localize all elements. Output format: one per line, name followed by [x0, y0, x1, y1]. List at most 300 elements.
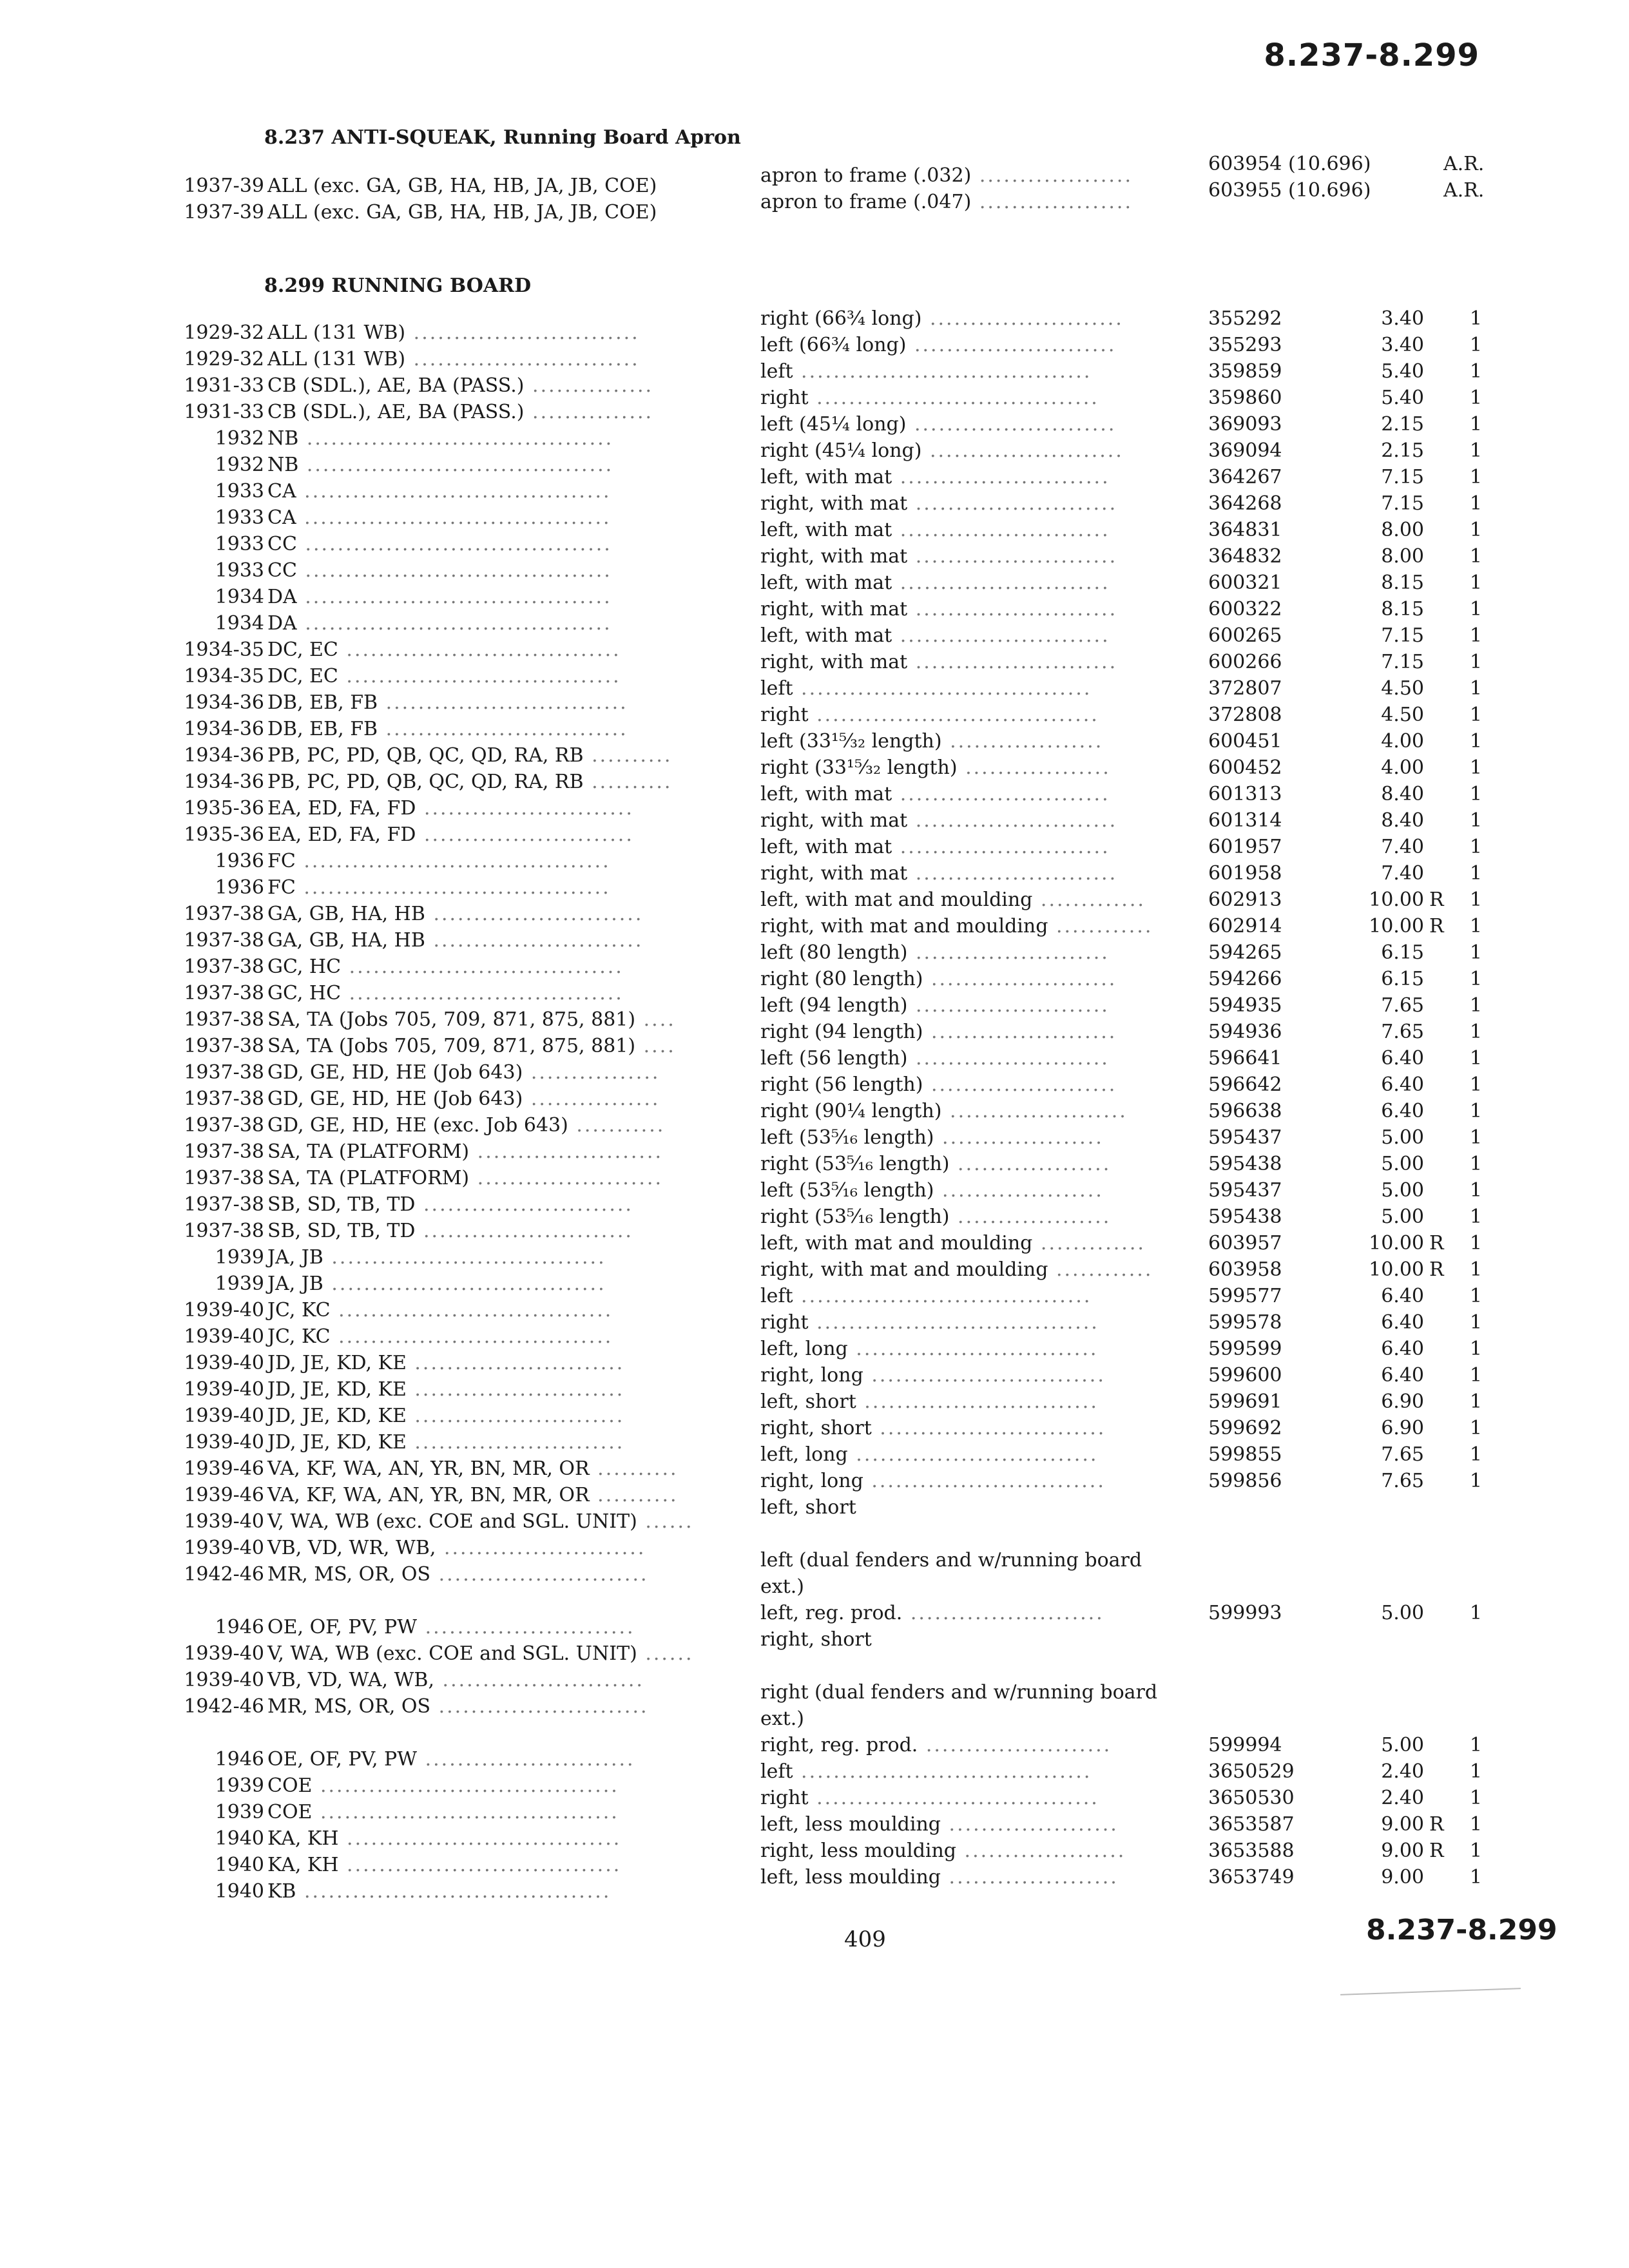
row-qty: 1: [1469, 756, 1482, 779]
row-price: 8.40: [1381, 809, 1424, 832]
row-model: KB ......................................: [267, 1880, 612, 1903]
row-qty: 1: [1469, 492, 1482, 515]
row-desc: right (45¼ long) ........................: [760, 439, 1124, 462]
anti-squeak-year-column: [148, 173, 264, 226]
leader-dots: ......................................: [295, 850, 611, 872]
leader-dots: ..................................: [323, 1246, 606, 1269]
row-price: 4.00: [1381, 730, 1424, 753]
row-year: 1946: [215, 1748, 264, 1771]
leader-dots: ....................................: [793, 1760, 1092, 1783]
leader-dots: .........................: [434, 1669, 644, 1691]
row-desc: right, long .............................: [760, 1364, 1106, 1387]
leader-dots: ..........................: [430, 1695, 649, 1718]
row-desc: right (53⁵⁄₁₆ length) ...................: [760, 1153, 1112, 1175]
row-price: 4.50: [1381, 677, 1424, 700]
row-model: DB, EB, FB ..............................: [267, 718, 628, 740]
row-price: 5.00: [1381, 1602, 1424, 1624]
row-model: SA, TA (Jobs 705, 709, 871, 875, 881) ....: [267, 1035, 676, 1057]
row-part: 369093: [1208, 413, 1282, 436]
anti-squeak-qty: A.R.: [1443, 179, 1485, 202]
leader-dots: ......................................: [298, 427, 614, 450]
anti-squeak-part: 603954 (10.696): [1208, 153, 1371, 175]
leader-dots: ................: [523, 1061, 660, 1084]
row-price: 6.90: [1381, 1417, 1424, 1439]
description-column: [760, 305, 1199, 1890]
row-price: 4.00: [1381, 756, 1424, 779]
row-desc: right, with mat .........................: [760, 651, 1118, 673]
row-desc: right, short ............................: [760, 1417, 1106, 1439]
row-part: 596638: [1208, 1100, 1282, 1122]
row-part: 3650530: [1208, 1787, 1295, 1809]
row-qty: 1: [1469, 1390, 1482, 1413]
leader-dots: ...................: [949, 1206, 1112, 1228]
row-part: 599993: [1208, 1602, 1282, 1624]
row-year: 1935-36: [184, 823, 264, 846]
row-part: 359859: [1208, 360, 1282, 383]
row-price: 7.15: [1381, 466, 1424, 488]
row-model: DC, EC ..................................: [267, 639, 621, 661]
row-qty: 1: [1469, 572, 1482, 594]
row-price: 6.40: [1381, 1100, 1424, 1122]
row-qty: [1443, 1547, 1482, 1573]
row-price: 6.40: [1381, 1047, 1424, 1070]
row-qty: 1: [1469, 1285, 1482, 1307]
row-part: 599577: [1208, 1285, 1282, 1307]
row-price: 6.40: [1381, 1311, 1424, 1334]
row-price: 2.15: [1381, 439, 1424, 462]
row-year: 1933: [215, 480, 264, 503]
row-year: 1931-33: [184, 401, 264, 423]
row-model: JA, JB ..................................: [267, 1273, 606, 1295]
page-number: 409: [844, 1927, 886, 1952]
leader-dots: ...................: [971, 191, 1133, 213]
row-year: 1936: [215, 850, 264, 872]
leader-dots: .........................: [436, 1537, 646, 1559]
row-part: 372808: [1208, 704, 1282, 726]
row-price: 5.00: [1381, 1179, 1424, 1202]
row-year: 1937-38: [184, 956, 264, 978]
row-desc: left, with mat ..........................: [760, 783, 1110, 805]
row-model: GD, GE, HD, HE (exc. Job 643) ...........: [267, 1114, 666, 1137]
quantity-column: [1443, 305, 1482, 1890]
row-desc: right, with mat .........................: [760, 492, 1118, 515]
row-qty: 1: [1469, 1734, 1482, 1756]
row-model: SA, TA (Jobs 705, 709, 871, 875, 881) ....: [267, 1008, 676, 1031]
row-price: 3.40: [1381, 334, 1424, 356]
row-price: 10.00: [1369, 1232, 1424, 1254]
leader-dots: ....................................: [793, 677, 1092, 700]
row-year: 1937-38: [184, 1193, 264, 1216]
row-qty: 1: [1469, 360, 1482, 383]
row-model: JD, JE, KD, KE ..........................: [267, 1352, 625, 1374]
row-qty: [1443, 1626, 1482, 1653]
row-model: GC, HC ..................................: [267, 956, 624, 978]
row-qty: 1: [1469, 1338, 1482, 1360]
anti-squeak-model: ALL (exc. GA, GB, HA, HB, JA, JB, COE): [267, 175, 657, 197]
row-desc: left ....................................: [760, 1760, 1092, 1783]
row-desc: left, with mat and moulding .............: [760, 889, 1146, 911]
row-desc: left, long ..............................: [760, 1338, 1099, 1360]
leader-dots: ........................: [907, 994, 1110, 1017]
row-year: 1933: [215, 559, 264, 582]
row-year: 1937-38: [184, 1140, 264, 1163]
row-model: CB (SDL.), AE, BA (PASS.) ...............: [267, 374, 654, 397]
row-desc: left (53⁵⁄₁₆ length) ....................: [760, 1179, 1104, 1202]
leader-dots: .............................: [863, 1364, 1106, 1387]
row-price: 8.15: [1381, 598, 1424, 620]
row-qty: 1: [1469, 545, 1482, 568]
row-year: 1934-36: [184, 771, 264, 793]
row-qty: 1: [1469, 1021, 1482, 1043]
row-desc: [760, 1653, 1199, 1679]
row-qty: 1: [1469, 1866, 1482, 1888]
row-desc: left (56 length) ........................: [760, 1047, 1110, 1070]
row-part: 599600: [1208, 1364, 1282, 1387]
leader-dots: .......................: [469, 1167, 663, 1189]
leader-dots: ...................................: [808, 1787, 1099, 1809]
row-part: 595437: [1208, 1179, 1282, 1202]
leader-dots: ..................................: [338, 639, 621, 661]
row-qty: 1: [1469, 1602, 1482, 1624]
row-price: 8.00: [1381, 545, 1424, 568]
row-year: 1939: [215, 1801, 264, 1823]
leader-dots: ..........................: [406, 1378, 625, 1401]
row-year: 1934-35: [184, 639, 264, 661]
row-model: JD, JE, KD, KE ..........................: [267, 1378, 625, 1401]
leader-dots: ...................: [971, 164, 1133, 187]
row-year: 1937-38: [184, 1035, 264, 1057]
row-desc: left, with mat ..........................: [760, 624, 1110, 647]
row-part: 599856: [1208, 1470, 1282, 1492]
row-part: [1208, 1494, 1337, 1521]
row-model: DB, EB, FB ..............................: [267, 691, 628, 714]
row-year: 1939: [215, 1273, 264, 1295]
row-year: 1934: [215, 586, 264, 608]
page-footer-code: 8.237-8.299: [1366, 1914, 1557, 1946]
leader-dots: ......................................: [296, 533, 612, 555]
leader-dots: ..........: [589, 1484, 679, 1506]
row-qty: 1: [1469, 809, 1482, 832]
leader-dots: ...............: [524, 401, 654, 423]
row-model: JC, KC ..................................: [267, 1325, 613, 1348]
leader-dots: ........................: [907, 941, 1110, 964]
row-price: [1347, 1494, 1424, 1521]
row-desc: right (90¼ length) ......................: [760, 1100, 1128, 1122]
leader-dots: ............: [1048, 915, 1153, 937]
row-flag: R: [1429, 1232, 1444, 1254]
row-qty: 1: [1469, 704, 1482, 726]
row-qty: 1: [1469, 1311, 1482, 1334]
leader-dots: ..................: [957, 756, 1111, 779]
leader-dots: ..........................: [892, 836, 1110, 858]
leader-dots: ...............: [524, 374, 654, 397]
leader-dots: ................: [523, 1088, 660, 1110]
row-part: 600265: [1208, 624, 1282, 647]
row-desc: left, less moulding .....................: [760, 1813, 1119, 1836]
row-flag: R: [1429, 915, 1444, 937]
leader-dots: ...................................: [808, 387, 1099, 409]
row-desc: left, short: [760, 1496, 856, 1519]
leader-dots: ......................................: [298, 454, 614, 476]
leader-dots: ....: [635, 1008, 676, 1031]
row-desc: right, short: [760, 1628, 872, 1651]
row-year: 1939-40: [184, 1378, 264, 1401]
leader-dots: ..............................: [847, 1338, 1099, 1360]
row-model: SB, SD, TB, TD ..........................: [267, 1193, 633, 1216]
row-price: 5.40: [1381, 387, 1424, 409]
page-header-code: 8.237-8.299: [1264, 37, 1480, 73]
anti-squeak-desc-column: [760, 162, 1199, 215]
leader-dots: ..........................: [430, 1563, 649, 1586]
row-price: [1347, 1626, 1424, 1653]
row-desc: right ...................................: [760, 1311, 1099, 1334]
row-year: 1929-32: [184, 322, 264, 344]
row-model: OE, OF, PV, PW ..........................: [267, 1616, 635, 1639]
row-desc: right ...................................: [760, 704, 1099, 726]
row-price: 6.15: [1381, 968, 1424, 990]
row-part: 3653588: [1208, 1840, 1295, 1862]
row-part: 595438: [1208, 1206, 1282, 1228]
row-qty: [1443, 1573, 1482, 1600]
row-model: COE .....................................: [267, 1801, 619, 1823]
row-qty: 1: [1469, 1153, 1482, 1175]
row-qty: 1: [1469, 1813, 1482, 1836]
leader-dots: ............................: [405, 322, 640, 344]
row-model: VA, KF, WA, AN, YR, BN, MR, OR ..........: [267, 1484, 679, 1506]
row-model: DA ......................................: [267, 586, 612, 608]
row-year: 1940: [215, 1827, 264, 1850]
row-year: 1934-36: [184, 718, 264, 740]
row-year: 1939-40: [184, 1405, 264, 1427]
row-year: [148, 1588, 264, 1614]
leader-dots: ..........................: [406, 1405, 625, 1427]
row-qty: 1: [1469, 836, 1482, 858]
row-price: [1347, 1521, 1424, 1547]
leader-dots: .............................: [856, 1390, 1099, 1413]
leader-dots: ..........: [583, 744, 673, 767]
leader-dots: ..................................: [338, 1854, 622, 1876]
row-model: OE, OF, PV, PW ..........................: [267, 1748, 635, 1771]
row-desc: left ....................................: [760, 360, 1092, 383]
row-desc: right, reg. prod. .......................: [760, 1734, 1112, 1756]
row-year: 1935-36: [184, 797, 264, 820]
row-part: 601313: [1208, 783, 1282, 805]
leader-dots: ...................................: [808, 704, 1099, 726]
row-year: 1934-36: [184, 744, 264, 767]
row-year: 1932: [215, 427, 264, 450]
row-qty: 1: [1469, 334, 1482, 356]
leader-dots: ............: [1048, 1258, 1153, 1281]
row-qty: 1: [1469, 1179, 1482, 1202]
leader-dots: ..........................: [417, 1616, 635, 1639]
anti-squeak-desc: apron to frame (.032) ...................: [760, 164, 1133, 187]
row-price: [1347, 1706, 1424, 1732]
row-year: [148, 1720, 264, 1746]
row-part: 603958: [1208, 1258, 1282, 1281]
leader-dots: ........................: [902, 1602, 1104, 1624]
leader-dots: .........................: [907, 651, 1118, 673]
row-part: 594265: [1208, 941, 1282, 964]
leader-dots: .........................: [907, 545, 1118, 568]
row-qty: 1: [1469, 941, 1482, 964]
row-desc: left (53⁵⁄₁₆ length) ....................: [760, 1126, 1104, 1149]
row-part: [1208, 1547, 1337, 1573]
row-model: VB, VD, WR, WB, .........................: [267, 1537, 646, 1559]
row-price: 2.40: [1381, 1787, 1424, 1809]
row-part: 359860: [1208, 387, 1282, 409]
leader-dots: ......: [637, 1510, 694, 1533]
leader-dots: ..........................: [415, 1193, 633, 1216]
anti-squeak-qty: A.R.: [1443, 153, 1485, 175]
row-year: 1939-40: [184, 1642, 264, 1665]
row-flag: R: [1429, 1840, 1444, 1862]
row-model: JC, KC ..................................: [267, 1299, 613, 1321]
row-part: 600266: [1208, 651, 1282, 673]
row-part: 601314: [1208, 809, 1282, 832]
row-year: 1939-40: [184, 1352, 264, 1374]
row-desc: right, with mat .........................: [760, 598, 1118, 620]
row-model: KA, KH ..................................: [267, 1827, 622, 1850]
row-desc: left (45¼ long) .........................: [760, 413, 1117, 436]
row-desc: left, short .............................: [760, 1390, 1099, 1413]
anti-squeak-qty-column: [1443, 151, 1485, 204]
row-price: 7.15: [1381, 492, 1424, 515]
row-year: 1932: [215, 454, 264, 476]
row-desc: right (66¾ long) ........................: [760, 307, 1124, 330]
leader-dots: ..................................: [341, 956, 624, 978]
row-year: 1937-38: [184, 1220, 264, 1242]
leader-dots: ..................................: [338, 665, 621, 687]
row-price: 5.00: [1381, 1126, 1424, 1149]
leader-dots: ...................: [941, 730, 1104, 753]
row-qty: 1: [1469, 1258, 1482, 1281]
row-desc: right ...................................: [760, 387, 1099, 409]
row-price: 7.40: [1381, 862, 1424, 885]
anti-squeak-year: 1937-39: [184, 201, 264, 224]
row-desc: ext.): [760, 1707, 804, 1730]
row-part: 594936: [1208, 1021, 1282, 1043]
row-part: 599599: [1208, 1338, 1282, 1360]
leader-dots: .........................: [907, 809, 1118, 832]
row-model: DA ......................................: [267, 612, 612, 635]
row-part: 599691: [1208, 1390, 1282, 1413]
row-part: 355293: [1208, 334, 1282, 356]
leader-dots: ....................: [956, 1840, 1126, 1862]
row-price: 4.50: [1381, 704, 1424, 726]
row-model: JD, JE, KD, KE ..........................: [267, 1431, 625, 1454]
row-desc: right, with mat and moulding ............: [760, 1258, 1153, 1281]
row-part: 364267: [1208, 466, 1282, 488]
row-model: FC ......................................: [267, 876, 611, 899]
leader-dots: .........................: [907, 492, 1118, 515]
leader-dots: ............................: [405, 348, 640, 370]
row-qty: 1: [1469, 1126, 1482, 1149]
row-model: V, WA, WB (exc. COE and SGL. UNIT) ......: [267, 1642, 694, 1665]
row-model: NB ......................................: [267, 454, 614, 476]
row-model: [267, 1588, 718, 1614]
row-qty: 1: [1469, 439, 1482, 462]
row-qty: 1: [1469, 1100, 1482, 1122]
row-qty: 1: [1469, 1470, 1482, 1492]
row-year: 1937-38: [184, 1061, 264, 1084]
row-part: 603957: [1208, 1232, 1282, 1254]
row-price: 7.65: [1381, 1470, 1424, 1492]
row-part: [1208, 1573, 1337, 1600]
row-model: MR, MS, OR, OS ..........................: [267, 1563, 649, 1586]
leader-dots: ..........: [589, 1457, 679, 1480]
row-model: GD, GE, HD, HE (Job 643) ................: [267, 1061, 660, 1084]
row-qty: [1443, 1494, 1482, 1521]
leader-dots: ..........................: [892, 466, 1110, 488]
leader-dots: ......................................: [296, 586, 612, 608]
year-column: [148, 320, 264, 1905]
row-qty: 1: [1469, 994, 1482, 1017]
row-price: 7.65: [1381, 994, 1424, 1017]
row-desc: left (80 length) ........................: [760, 941, 1110, 964]
row-qty: 1: [1469, 889, 1482, 911]
row-year: 1934: [215, 612, 264, 635]
row-part: [1208, 1521, 1337, 1547]
leader-dots: ..........................: [416, 797, 634, 820]
row-part: 594266: [1208, 968, 1282, 990]
leader-dots: .....................................: [312, 1801, 619, 1823]
row-year: 1939-40: [184, 1325, 264, 1348]
leader-dots: .......................: [923, 1073, 1117, 1096]
leader-dots: ......................................: [296, 480, 612, 503]
row-part: 372807: [1208, 677, 1282, 700]
row-year: 1931-33: [184, 374, 264, 397]
row-model: KA, KH ..................................: [267, 1854, 622, 1876]
leader-dots: .........................: [906, 334, 1117, 356]
row-desc: left, long ..............................: [760, 1443, 1099, 1466]
row-part: [1208, 1679, 1337, 1706]
row-model: FC ......................................: [267, 850, 611, 872]
row-model: MR, MS, OR, OS ..........................: [267, 1695, 649, 1718]
row-flag: R: [1429, 1813, 1444, 1836]
anti-squeak-model: ALL (exc. GA, GB, HA, HB, JA, JB, COE): [267, 201, 657, 224]
row-qty: 1: [1469, 624, 1482, 647]
leader-dots: ......................................: [296, 1880, 612, 1903]
row-qty: 1: [1469, 783, 1482, 805]
row-qty: [1443, 1521, 1482, 1547]
row-part: 595437: [1208, 1126, 1282, 1149]
row-year: 1937-38: [184, 1088, 264, 1110]
row-model: CC ......................................: [267, 533, 612, 555]
anti-squeak-year: 1937-39: [184, 175, 264, 197]
row-part: [1208, 1626, 1337, 1653]
leader-dots: ............................: [871, 1417, 1106, 1439]
row-price: 3.40: [1381, 307, 1424, 330]
leader-dots: ..........................: [892, 624, 1110, 647]
row-desc: left ....................................: [760, 677, 1092, 700]
leader-dots: ..........................: [892, 519, 1110, 541]
row-part: 602914: [1208, 915, 1282, 937]
row-qty: [1443, 1653, 1482, 1679]
row-qty: 1: [1469, 1364, 1482, 1387]
row-model: PB, PC, PD, QB, QC, QD, RA, RB ..........: [267, 744, 673, 767]
row-qty: 1: [1469, 1840, 1482, 1862]
row-price: 7.65: [1381, 1443, 1424, 1466]
leader-dots: ....................: [934, 1179, 1104, 1202]
leader-dots: ..........................: [406, 1352, 625, 1374]
anti-squeak-part-column: [1208, 151, 1402, 204]
part-number-column: [1208, 305, 1337, 1890]
row-price: 6.15: [1381, 941, 1424, 964]
row-part: 364832: [1208, 545, 1282, 568]
row-qty: 1: [1469, 598, 1482, 620]
row-year: 1939-40: [184, 1669, 264, 1691]
row-desc: left (33¹⁵⁄₃₂ length) ...................: [760, 730, 1104, 753]
